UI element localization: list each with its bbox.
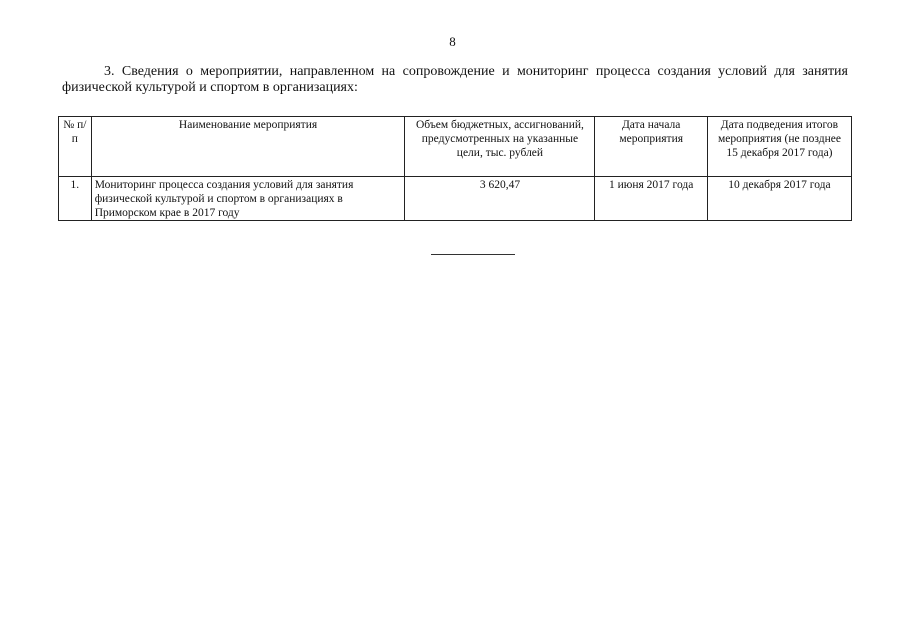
section-heading: 3. Сведения о мероприятии, направленном на сопровождение и мониторинг процесса создания условий для занятия физической культурой и спортом в организациях: bbox=[62, 64, 848, 95]
table-body bbox=[59, 177, 852, 221]
cell-start-date: 1 июня 2017 года bbox=[595, 177, 707, 221]
table-header bbox=[59, 117, 852, 177]
header-budget: Объем бюджетных, ассигнований, предусмотренных на указанные цели, тыс. рублей bbox=[405, 117, 595, 177]
table-row bbox=[59, 177, 852, 221]
events-table bbox=[58, 116, 852, 221]
cell-budget: 3 620,47 bbox=[405, 177, 595, 221]
cell-end-date: 10 декабря 2017 года bbox=[707, 177, 851, 221]
header-name: Наименование мероприятия bbox=[91, 117, 405, 177]
header-start-date: Дата начала мероприятия bbox=[595, 117, 707, 177]
header-num: № п/п bbox=[59, 117, 92, 177]
cell-name: Мониторинг процесса создания условий для занятия физической культурой и спортом в организациях в Приморском крае в 2017 году bbox=[91, 177, 405, 221]
end-rule bbox=[431, 254, 515, 255]
header-row bbox=[59, 117, 852, 177]
page-number: 8 bbox=[449, 34, 456, 49]
cell-num: 1. bbox=[59, 177, 92, 221]
header-end-date: Дата подведения итогов мероприятия (не позднее 15 декабря 2017 года) bbox=[707, 117, 851, 177]
